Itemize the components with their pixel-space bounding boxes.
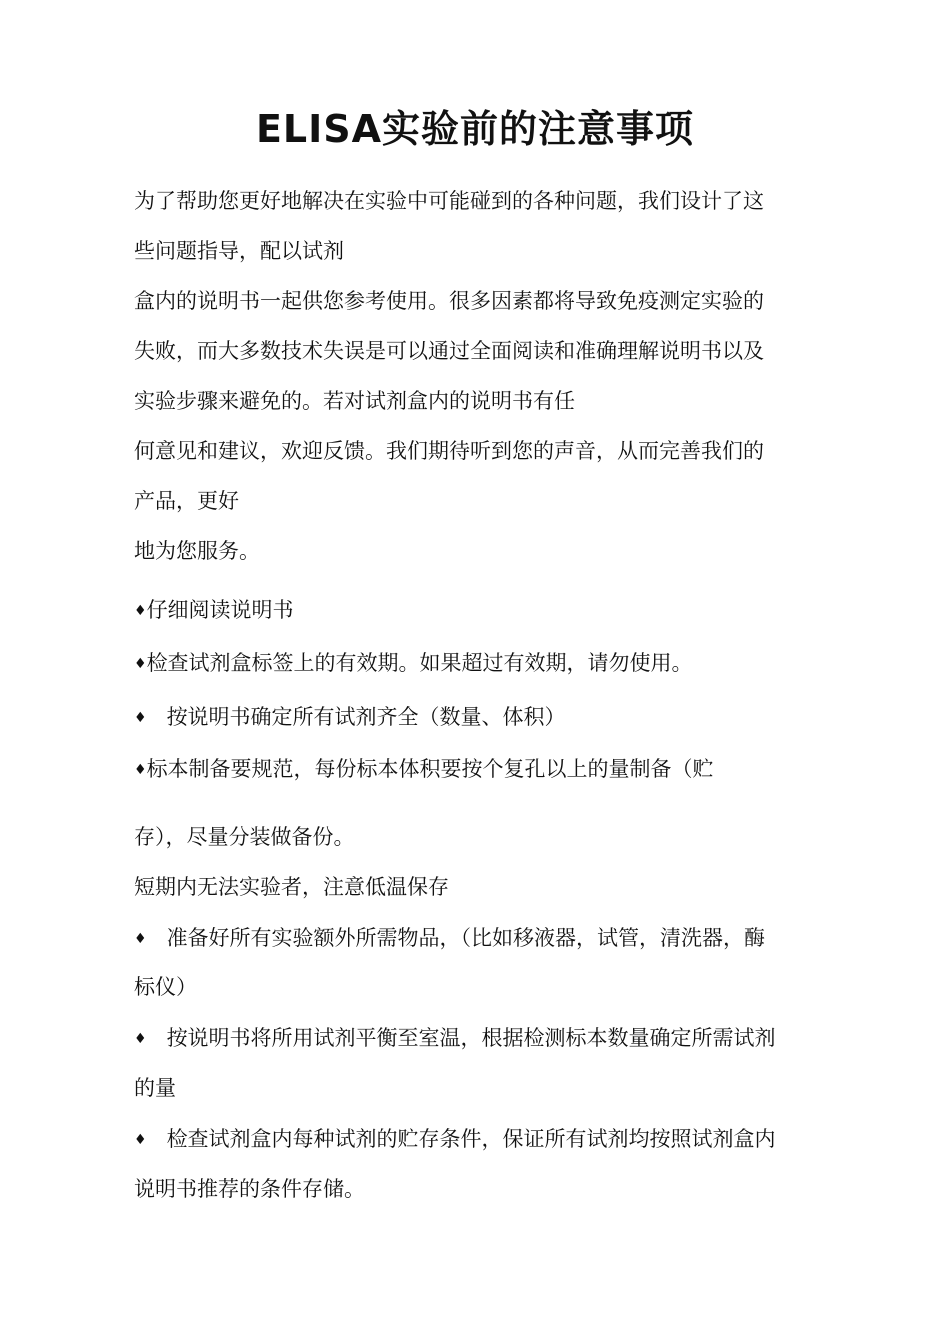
intro-line-8: 地为您服务。 xyxy=(134,539,260,563)
intro-line-1: 为了帮助您更好地解决在实验中可能碰到的各种问题，我们设计了这 xyxy=(134,189,764,213)
bullet-item-text: 准备好所有实验额外所需物品，（比如移液器，试管，清洗器，酶 xyxy=(166,926,766,950)
intro-line-3: 盒内的说明书一起供您参考使用。很多因素都将导致免疫测定实验的 xyxy=(134,289,764,313)
room-temp-continuation: 的量 xyxy=(134,1076,176,1100)
bullet-item-check-expiry xyxy=(134,648,824,679)
intro-line-4: 失败，而大多数技术失误是可以通过全面阅读和准确理解说明书以及 xyxy=(134,339,764,363)
bullet-item-prepare-supplies xyxy=(134,923,824,954)
diamond-bullet-icon: ♦ xyxy=(134,710,147,726)
bullet-item-text: 按说明书将所用试剂平衡至室温，根据检测标本数量确定所需试剂 xyxy=(166,1026,776,1050)
bullet-item-storage-conditions xyxy=(134,1124,824,1155)
bullet-item-reagents-complete xyxy=(134,702,824,733)
sample-prep-continuation: 存），尽量分装做备份。 xyxy=(134,825,355,849)
bullet-item-room-temp xyxy=(134,1023,824,1054)
low-temp-storage-line: 短期内无法实验者，注意低温保存 xyxy=(134,875,449,899)
bullet-item-text: 标本制备要规范，每份标本体积要按个复孔以上的量制备（贮 xyxy=(146,757,714,781)
bullet-item-sample-prep xyxy=(134,754,824,785)
intro-line-7: 产品，更好 xyxy=(134,489,239,513)
diamond-bullet-icon: ♦ xyxy=(134,656,147,672)
storage-conditions-continuation: 说明书推荐的条件存储。 xyxy=(134,1177,365,1201)
intro-line-5: 实验步骤来避免的。若对试剂盒内的说明书有任 xyxy=(134,389,575,413)
bullet-item-text: 仔细阅读说明书 xyxy=(146,598,294,622)
diamond-bullet-icon: ♦ xyxy=(134,931,147,947)
bullet-item-text: 检查试剂盒标签上的有效期。如果超过有效期，请勿使用。 xyxy=(146,651,693,675)
bullet-item-read-manual xyxy=(134,595,824,626)
intro-line-6: 何意见和建议，欢迎反馈。我们期待听到您的声音，从而完善我们的 xyxy=(134,439,764,463)
document-title: ELISA实验前的注意事项 xyxy=(255,107,695,151)
diamond-bullet-icon: ♦ xyxy=(134,603,147,619)
bullet-item-text: 检查试剂盒内每种试剂的贮存条件，保证所有试剂均按照试剂盒内 xyxy=(166,1127,776,1151)
diamond-bullet-icon: ♦ xyxy=(134,762,147,778)
intro-line-2: 些问题指导，配以试剂 xyxy=(134,239,344,263)
diamond-bullet-icon: ♦ xyxy=(134,1132,147,1148)
bullet-item-text: 按说明书确定所有试剂齐全（数量、体积） xyxy=(166,705,566,729)
prepare-supplies-continuation: 标仪） xyxy=(134,975,197,999)
diamond-bullet-icon: ♦ xyxy=(134,1031,147,1047)
